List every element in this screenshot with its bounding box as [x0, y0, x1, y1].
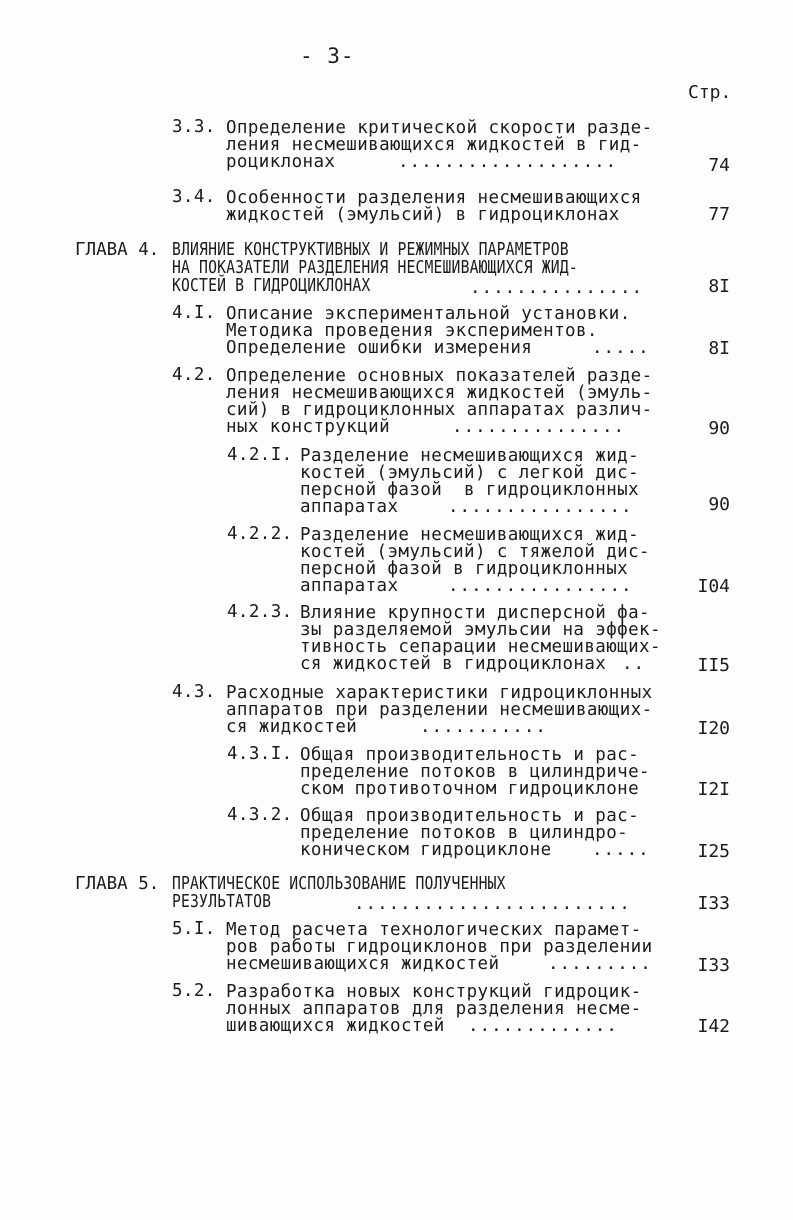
dot-leader: ........... [420, 717, 547, 737]
section-number: 4.2.I. [227, 445, 293, 465]
section-title-line: персной фазой в гидроциклонных [300, 559, 629, 579]
page-ref: 77 [708, 204, 730, 225]
chapter-title-line: РЕЗУЛЬТАТОВ [172, 892, 272, 912]
page-ref: 90 [708, 494, 730, 515]
page-ref: I42 [697, 1016, 730, 1037]
chapter-title-line: ПРАКТИЧЕСКОЕ ИСПОЛЬЗОВАНИЕ ПОЛУЧЕННЫХ [172, 874, 506, 894]
dot-leader: ........................ [354, 894, 631, 914]
section-title-line: жидкостей (эмульсий) в гидроциклонах [226, 205, 620, 225]
dot-leader: ..... [592, 338, 650, 358]
section-title-line: ся жидкостей [226, 717, 358, 737]
section-title-line: ления несмешивающихся жидкостей в гид- [226, 135, 642, 155]
page-ref: I33 [697, 955, 730, 976]
dot-leader: ................ [448, 576, 633, 596]
section-title-line: ся жидкостей в гидроциклонах [300, 654, 607, 674]
page-ref: 8I [708, 276, 730, 297]
dot-leader: ..... [592, 840, 650, 860]
page-ref: 90 [708, 418, 730, 439]
section-title-line: костей (эмульсий) с легкой дис- [300, 463, 640, 483]
page-ref: 8I [708, 338, 730, 359]
section-number: 3.4. [172, 187, 216, 207]
section-title-line: аппаратах [300, 576, 399, 596]
section-title-line: зы разделяемой эмульсии на эффек- [300, 620, 661, 640]
section-title-line: Особенности разделения несмешивающихся [226, 188, 642, 208]
section-title-line: аппаратов при разделении несмешивающих- [226, 700, 653, 720]
chapter-label: ГЛАВА 5. [75, 874, 160, 894]
page-ref: II5 [697, 655, 730, 676]
page-ref: 74 [708, 155, 730, 176]
section-number: 4.3. [172, 682, 216, 702]
section-number: 4.2.3. [227, 602, 293, 622]
section-title-line: костей (эмульсий) с тяжелой дис- [300, 542, 650, 562]
dot-leader: .. [622, 654, 646, 674]
section-title-line: аппаратах [300, 497, 399, 517]
section-title-line: Определение ошибки измерения [226, 338, 533, 358]
section-title-line: пределение потоков в цилиндро- [300, 823, 629, 843]
chapter-title-line: КОСТЕЙ В ГИДРОЦИКЛОНАХ [172, 276, 371, 296]
pages-column-label: Стр. [688, 82, 732, 103]
section-number: 3.3. [172, 117, 216, 137]
page-ref: I04 [697, 576, 730, 597]
section-title-line: ском противоточном гидроциклоне [300, 779, 640, 799]
section-title-line: Определение основных показателей разде- [226, 366, 653, 386]
section-title-line: Метод расчета технологических парамет- [226, 920, 642, 940]
section-title-line: тивность сепарации несмешивающих- [300, 637, 661, 657]
section-title-line: Определение критической скорости разде- [226, 118, 653, 138]
dot-leader: ......... [548, 954, 652, 974]
page-ref: I25 [697, 841, 730, 862]
chapter-label: ГЛАВА 4. [75, 240, 160, 260]
dot-leader: ................... [398, 152, 618, 172]
dot-leader: ............. [468, 1016, 618, 1036]
section-number: 4.3.I. [227, 744, 293, 764]
section-title-line: Общая производительность и рас- [300, 806, 640, 826]
section-title-line: персной фазой в гидроциклонных [300, 480, 640, 500]
section-number: 5.2. [172, 981, 216, 1001]
section-title-line: несмешивающихся жидкостей [226, 954, 500, 974]
section-number: 4.2. [172, 365, 216, 385]
section-title-line: шивающихся жидкостей [226, 1016, 445, 1036]
section-title-line: роциклонах [226, 152, 336, 172]
section-title-line: ления несмешивающихся жидкостей (эмуль- [226, 383, 653, 403]
section-title-line: пределение потоков в цилиндриче- [300, 762, 650, 782]
section-title-line: сий) в гидроциклонных аппаратах различ- [226, 400, 653, 420]
section-title-line: Влияние крупности дисперсной фа- [300, 603, 650, 623]
section-title-line: Методика проведения экспериментов. [226, 321, 598, 341]
section-number: 4.2.2. [227, 524, 293, 544]
section-title-line: ных конструкций [226, 417, 391, 437]
dot-leader: ............... [452, 417, 626, 437]
section-title-line: Расходные характеристики гидроциклонных [226, 683, 653, 703]
section-number: 4.I. [172, 303, 216, 323]
section-title-line: Разделение несмешивающихся жид- [300, 525, 640, 545]
section-title-line: ров работы гидроциклонов при разделении [226, 937, 653, 957]
dot-leader: ................ [448, 497, 633, 517]
section-title-line: коническом гидроциклоне [300, 840, 552, 860]
page-ref: I33 [697, 893, 730, 914]
section-title-line: Разработка новых конструкций гидроцик- [226, 982, 642, 1002]
chapter-title-line: НА ПОКАЗАТЕЛИ РАЗДЕЛЕНИЯ НЕСМЕШИВАЮЩИХСЯ ЖИД- [172, 258, 578, 278]
section-number: 4.3.2. [227, 805, 293, 825]
page-ref: I2I [697, 779, 730, 800]
section-title-line: Общая производительность и рас- [300, 745, 640, 765]
page-ref: I20 [697, 718, 730, 739]
section-title-line: Разделение несмешивающихся жид- [300, 446, 640, 466]
section-title-line: лонных аппаратов для разделения несме- [226, 999, 642, 1019]
section-title-line: Описание экспериментальной установки. [226, 304, 631, 324]
page-number: - 3- [300, 44, 355, 68]
chapter-title-line: ВЛИЯНИЕ КОНСТРУКТИВНЫХ И РЕЖИМНЫХ ПАРАМЕТРОВ [172, 240, 569, 260]
dot-leader: ............... [470, 278, 644, 298]
section-number: 5.I. [172, 919, 216, 939]
